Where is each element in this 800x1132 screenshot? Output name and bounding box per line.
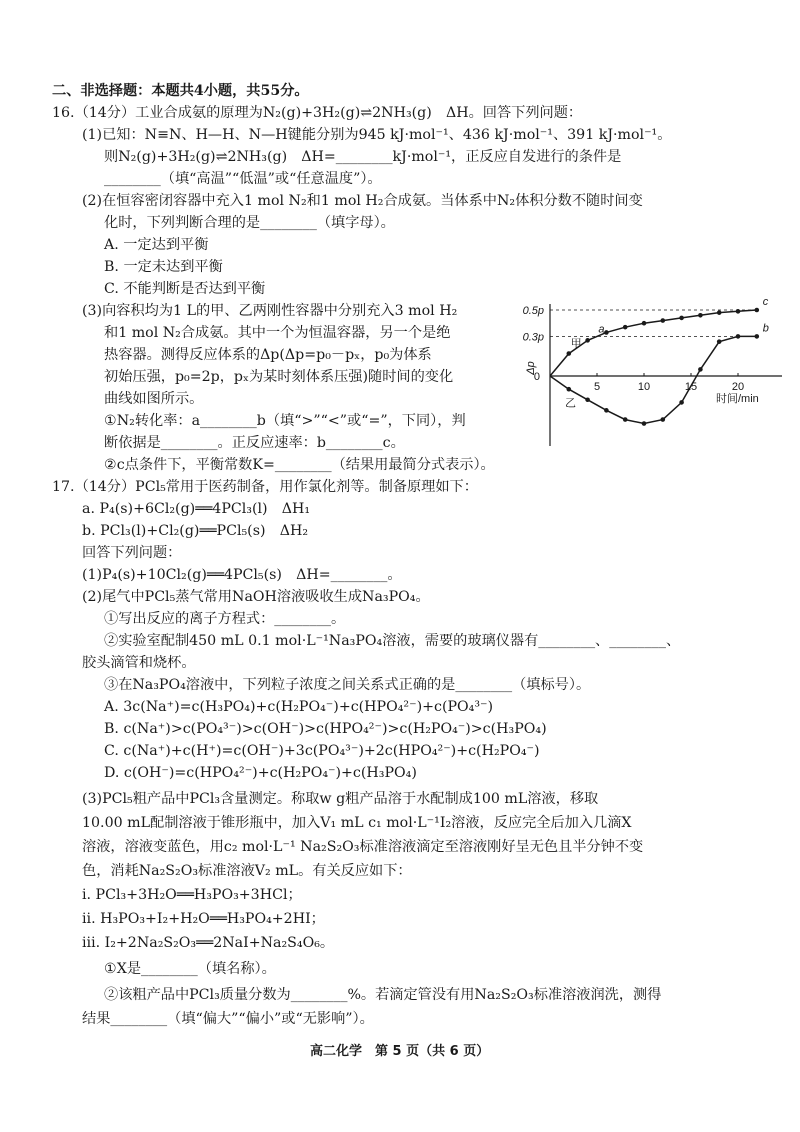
q17-part3-q2a: ②该粗产品中PCl₃质量分数为________%。若滴定管没有用Na₂S₂O₃标准溶液润洗，测得 (104, 987, 662, 1003)
y-tick-label: 0.5p (522, 305, 544, 317)
data-point (604, 330, 609, 335)
x-tick-label: 20 (731, 381, 745, 393)
pressure-time-chart (516, 298, 788, 450)
q16-stem: 16.（14分）工业合成氨的原理为N₂(g)+3H₂(g)⇌2NH₃(g) ΔH。回答下列问题： (52, 105, 583, 121)
q17-option-b: B. c(Na⁺)>c(PO₄³⁻)>c(OH⁻)>c(HPO₄²⁻)>c(H₂PO₄⁻)>c(H₃PO₄) (104, 721, 547, 737)
data-point (717, 339, 722, 344)
data-point (642, 321, 647, 326)
q16-part3-line1: (3)向容积均为1 L的甲、乙两刚性容器中分别充入3 mol H₂ (82, 303, 458, 319)
data-point (567, 351, 572, 356)
q16-part2-line2: 化时，下列判断合理的是________（填字母）。 (104, 215, 395, 231)
q16-option-a: A. 一定达到平衡 (104, 237, 209, 253)
q17-reaction-iii: ⅲ. I₂+2Na₂S₂O₃══2NaI+Na₂S₄O₆。 (82, 935, 335, 951)
q17-part3-q1: ①X是________（填名称）。 (104, 961, 276, 977)
q17-part3-q2b: 结果________（填“偏大”“偏小”或“无影响”）。 (82, 1011, 374, 1027)
y-tick-label: 0.3p (522, 331, 544, 344)
x-axis-label: 时间/min (716, 393, 759, 405)
data-point (604, 408, 609, 413)
q17-part3-line4: 色，消耗Na₂S₂O₃标准溶液V₂ mL。有关反应如下： (82, 863, 412, 879)
q17-option-c: C. c(Na⁺)+c(H⁺)=c(OH⁻)+3c(PO₄³⁻)+2c(HPO₄²⁻)+c(H₂PO₄⁻) (104, 743, 540, 759)
data-point (679, 316, 684, 321)
q17-part2-2a: ②实验室配制450 mL 0.1 mol·L⁻¹Na₃PO₄溶液，需要的玻璃仪器有________、________、 (104, 633, 681, 649)
curve-label-jia: 甲 (570, 337, 582, 350)
section-header: 二、非选择题：本题共4小题，共55分。 (52, 83, 309, 99)
q17-part1: (1)P₄(s)+10Cl₂(g)══4PCl₅(s) ΔH=________。 (82, 567, 402, 583)
data-point (585, 397, 590, 402)
data-point (736, 309, 741, 314)
q16-part1-line3: ________（填“高温”“低温”或“任意温度”）。 (104, 171, 382, 187)
data-point (661, 318, 666, 323)
origin-label: 0 (533, 371, 540, 383)
y-axis-label: Δp (525, 361, 537, 375)
q16-part3-line5: 曲线如图所示。 (104, 391, 204, 407)
q16-option-b: B. 一定未达到平衡 (104, 259, 223, 275)
data-point (717, 310, 722, 315)
data-point (755, 308, 760, 313)
point-label-a: a (598, 323, 605, 336)
q17-part2-3: ③在Na₃PO₄溶液中，下列粒子浓度之间关系式正确的是________（填标号）。 (104, 677, 591, 693)
data-point (623, 417, 628, 422)
q17-reaction-ii: ⅱ. H₃PO₃+I₂+H₂O══H₃PO₄+2HI； (82, 911, 325, 927)
q17-option-a: A. 3c(Na⁺)=c(H₃PO₄)+c(H₂PO₄⁻)+c(HPO₄²⁻)+c(PO₄³⁻) (104, 699, 494, 715)
x-tick-label: 15 (684, 381, 698, 393)
data-point (698, 367, 703, 372)
data-point (698, 313, 703, 318)
q16-part1-line1: (1)已知：N≡N、H—H、N—H键能分别为945 kJ·mol⁻¹、436 kJ·mol⁻¹、391 kJ·mol⁻¹。 (82, 127, 672, 143)
q16-part1-line2: 则N₂(g)+3H₂(g)⇌2NH₃(g) ΔH=________kJ·mol⁻¹，正反应自发进行的条件是 (104, 149, 622, 165)
data-point (736, 334, 741, 339)
data-point (567, 387, 572, 392)
q16-part2-line1: (2)在恒容密闭容器中充入1 mol N₂和1 mol H₂合成氨。当体系中N₂体积分数不随时间变 (82, 193, 643, 209)
data-point (679, 400, 684, 405)
q17-reaction-b: b. PCl₃(l)+Cl₂(g)══PCl₅(s) ΔH₂ (82, 523, 309, 539)
q17-part2-1: ①写出反应的离子方程式：________。 (104, 611, 346, 627)
curve-label-yi: 乙 (565, 397, 577, 410)
point-label-b: b (762, 322, 769, 335)
x-tick-label: 10 (637, 381, 651, 393)
q17-part2-2b: 胶头滴管和烧杯。 (82, 655, 196, 671)
q17-stem: 17.（14分）PCl₅常用于医药制备，用作氯化剂等。制备原理如下： (52, 479, 478, 495)
q17-reaction-a: a. P₄(s)+6Cl₂(g)══4PCl₃(l) ΔH₁ (82, 501, 311, 517)
data-point (585, 338, 590, 343)
point-label-c: c (762, 298, 769, 308)
q17-reaction-i: ⅰ. PCl₃+3H₂O══H₃PO₃+3HCl； (82, 887, 302, 903)
q16-part3-line7: 断依据是________。正反应速率：b________c。 (104, 435, 405, 451)
q16-part3-line2: 和1 mol N₂合成氨。其中一个为恒温容器，另一个是绝 (104, 325, 451, 341)
q17-part3-line1: (3)PCl₅粗产品中PCl₃含量测定。称取w g粗产品溶于水配制成100 mL溶液，移取 (82, 791, 599, 807)
q16-part3-line8: ②c点条件下，平衡常数K=________（结果用最简分式表示）。 (104, 457, 495, 473)
x-tick-label: 5 (593, 381, 601, 393)
q16-part3-line3: 热容器。测得反应体系的Δp(Δp=p₀－pₓ，p₀为体系 (104, 347, 432, 363)
q16-option-c: C. 不能判断是否达到平衡 (104, 281, 266, 297)
data-point (755, 334, 760, 339)
q17-part3-line3: 溶液，溶液变蓝色，用c₂ mol·L⁻¹ Na₂S₂O₃标准溶液滴定至溶液刚好呈无色且半分钟不变 (82, 839, 644, 855)
page-footer: 高二化学 第 5 页（共 6 页） (310, 1044, 490, 1059)
q17-part3-line2: 10.00 mL配制溶液于锥形瓶中，加入V₁ mL c₁ mol·L⁻¹I₂溶液，反应完全后加入几滴X (82, 815, 632, 831)
q17-part2: (2)尾气中PCl₅蒸气常用NaOH溶液吸收生成Na₃PO₄。 (82, 589, 430, 605)
q17-option-d: D. c(OH⁻)=c(HPO₄²⁻)+c(H₂PO₄⁻)+c(H₃PO₄) (104, 765, 417, 781)
q17-ask: 回答下列问题： (82, 545, 182, 561)
data-point (623, 325, 628, 330)
q16-part3-line4: 初始压强，p₀=2p，pₓ为某时刻体系压强)随时间的变化 (104, 369, 454, 385)
q16-part3-line6: ①N₂转化率：a________b（填“>”“<”或“=”，下同），判 (104, 413, 466, 429)
data-point (661, 417, 666, 422)
data-point (642, 421, 647, 426)
